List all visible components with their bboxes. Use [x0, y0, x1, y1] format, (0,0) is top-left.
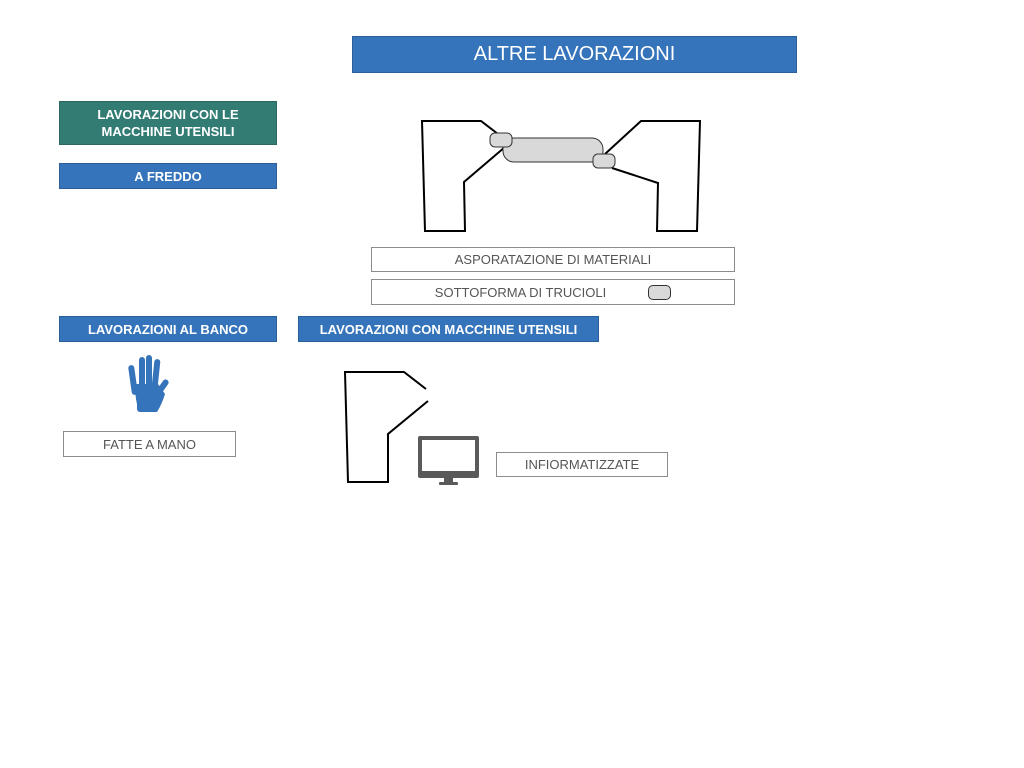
- hand-icon: [128, 355, 170, 412]
- tool-right-jaw: [605, 121, 700, 231]
- page-title-text: ALTRE LAVORAZIONI: [473, 43, 676, 65]
- label-lavorazioni-banco-text: LAVORAZIONI AL BANCO: [87, 321, 249, 337]
- label-fatte-a-mano-text: FATTE A MANO: [103, 436, 196, 452]
- label-trucioli-text: SOTTOFORMA DI TRUCIOLI: [434, 284, 607, 300]
- chip-left: [490, 133, 512, 147]
- label-informatizzate-text: INFIORMATIZZATE: [524, 457, 640, 472]
- machine-tool-outline: [345, 372, 428, 482]
- label-a-freddo-text: A FREDDO: [134, 168, 202, 184]
- computer-monitor-icon: [418, 436, 479, 485]
- label-line-1: LAVORAZIONI CON LE: [97, 107, 239, 122]
- label-line-2: MACCHINE UTENSILI: [101, 124, 235, 139]
- workpiece: [503, 138, 603, 162]
- chip-right: [593, 154, 615, 168]
- label-lavorazioni-con-macchine-text: LAVORAZIONI CON MACCHINE UTENSILI: [319, 321, 578, 337]
- label-asportazione-text: ASPORATAZIONE DI MATERIALI: [454, 252, 652, 267]
